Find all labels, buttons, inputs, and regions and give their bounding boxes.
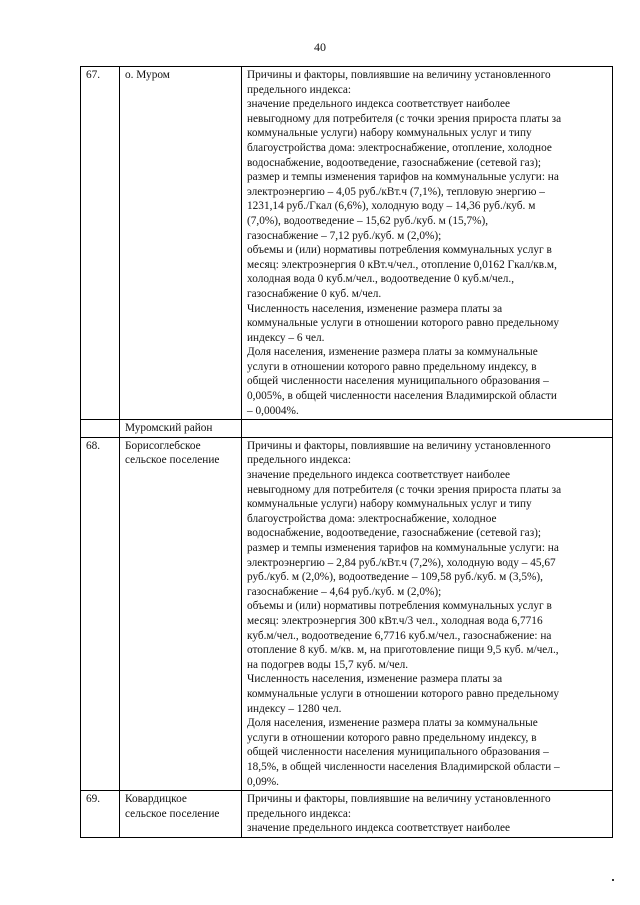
text-line: общей численности населения муниципального образования –	[247, 746, 549, 759]
table-row	[81, 67, 613, 420]
text-line: предельного индекса:	[247, 83, 351, 96]
text-line: значение предельного индекса соответствует наиболее	[247, 98, 511, 111]
text-line: газоснабжение – 7,12 руб./куб. м (2,0%);	[247, 229, 442, 242]
text-line: размер и темпы изменения тарифов на коммунальные услуги: на	[247, 171, 559, 184]
text-line: куб.м/чел., водоотведение 6,7716 куб.м/чел., газоснабжение: на	[247, 629, 552, 642]
text-line: объемы и (или) нормативы потребления коммунальных услуг в	[247, 244, 552, 257]
text-line: (7,0%), водоотведение – 15,62 руб./куб. м (15,7%),	[247, 214, 489, 227]
text-line: электроэнергию – 4,05 руб./кВт.ч (7,1%), тепловую энергию –	[247, 185, 545, 198]
table-row	[81, 791, 613, 838]
text-line: электроэнергию – 2,84 руб./кВт.ч (7,2%), холодную воду – 45,67	[247, 556, 556, 569]
text-line: руб./куб. м (2,0%), водоотведение – 109,58 руб./куб. м (3,5%),	[247, 571, 543, 584]
text-line: газоснабжение 0 куб. м/чел.	[247, 287, 382, 300]
text-line: благоустройства дома: электроснабжение, холодное	[247, 512, 497, 525]
row-number	[81, 791, 120, 838]
name-line: Борисоглебское	[125, 439, 201, 452]
text-line: коммунальные услуги) набору коммунальных услуг и типу	[247, 127, 532, 140]
text-line: Причины и факторы, повлиявшие на величину установленного	[247, 69, 551, 81]
text-line: благоустройства дома: электроснабжение, отопление, холодное	[247, 141, 552, 154]
name-line: сельское поселение	[125, 807, 220, 820]
description-cell	[242, 791, 613, 838]
name-line: Ковардицкое	[125, 793, 187, 806]
subheader-row	[81, 420, 613, 438]
text-line: услуги в отношении которого равно предельному индексу, в	[247, 360, 537, 373]
text-line: Численность населения, изменение размера платы за	[247, 673, 503, 686]
district-name	[120, 420, 242, 438]
text-line: коммунальные услуги) набору коммунальных услуг и типу	[247, 498, 532, 511]
document-table	[80, 66, 613, 838]
row-number	[81, 67, 120, 420]
text-line: общей численности населения муниципального образования –	[247, 375, 549, 388]
text-line: индексу – 1280 чел.	[247, 702, 342, 715]
description-cell	[242, 67, 613, 420]
text-line: водоснабжение, водоотведение, газоснабжение (сетевой газ);	[247, 156, 542, 169]
municipality-name	[120, 67, 242, 420]
text-line: месяц: электроэнергия 0 кВт.ч/чел., отопление 0,0162 Гкал/кв.м,	[247, 258, 557, 271]
text-line: месяц: электроэнергия 300 кВт.ч/3 чел., холодная вода 6,7716	[247, 614, 543, 627]
row-number	[81, 437, 120, 790]
text-line: коммунальные услуги в отношении которого равно предельному	[247, 687, 560, 700]
text-line: невыгодному для потребителя (с точки зрения прироста платы за	[247, 483, 562, 496]
text-line: Причины и факторы, повлиявшие на величину установленного	[247, 439, 551, 452]
text-line: предельного индекса:	[247, 454, 351, 467]
text-line: значение предельного индекса соответствует наиболее	[247, 822, 511, 835]
text-line: Причины и факторы, повлиявшие на величину установленного	[247, 793, 551, 806]
page-number: 40	[314, 40, 326, 54]
text-line: газоснабжение – 4,64 руб./куб. м (2,0%);	[247, 585, 442, 598]
municipality-name	[120, 791, 242, 838]
text-line: водоснабжение, водоотведение, газоснабжение (сетевой газ);	[247, 527, 542, 540]
empty-cell	[242, 420, 613, 438]
text-line: объемы и (или) нормативы потребления коммунальных услуг в	[247, 600, 552, 613]
text-line: 0,09%.	[247, 775, 280, 788]
text-line: Доля населения, изменение размера платы за коммунальные	[247, 346, 538, 359]
scan-dot	[612, 879, 614, 881]
table-row	[81, 437, 613, 790]
text-line: холодная вода 0 куб.м/чел., водоотведение 0 куб.м/чел.,	[247, 273, 515, 286]
text-line: 0,005%, в общей численности населения Владимирской области	[247, 390, 557, 403]
text-line: на подогрев воды 15,7 куб. м/чел.	[247, 658, 409, 671]
row-number-text: 69.	[86, 793, 101, 806]
text-line: 18,5%, в общей численности населения Владимирской области –	[247, 760, 560, 773]
text-line: отопление 8 куб. м/кв. м, на приготовление пищи 9,5 куб. м/чел.,	[247, 644, 559, 657]
text-line: невыгодному для потребителя (с точки зрения прироста платы за	[247, 112, 562, 125]
row-number-text: 68.	[86, 439, 101, 452]
name-line: о. Муром	[125, 69, 170, 81]
text-line: значение предельного индекса соответствует наиболее	[247, 469, 511, 482]
description-cell	[242, 437, 613, 790]
empty-cell	[81, 420, 120, 438]
text-line: услуги в отношении которого равно предельному индексу, в	[247, 731, 537, 744]
text-line: Численность населения, изменение размера платы за	[247, 302, 503, 315]
name-line: сельское поселение	[125, 454, 220, 467]
district-label: Муромский район	[125, 422, 213, 435]
text-line: – 0,0004%.	[247, 404, 299, 417]
municipality-name	[120, 437, 242, 790]
text-line: 1231,14 руб./Гкал (6,6%), холодную воду – 14,36 руб./куб. м	[247, 200, 536, 213]
text-line: коммунальные услуги в отношении которого равно предельному	[247, 317, 560, 330]
text-line: Доля населения, изменение размера платы за коммунальные	[247, 717, 538, 730]
text-line: предельного индекса:	[247, 807, 351, 820]
text-line: размер и темпы изменения тарифов на коммунальные услуги: на	[247, 542, 559, 554]
text-line: индексу – 6 чел.	[247, 331, 325, 344]
row-number-text: 67.	[86, 69, 101, 81]
